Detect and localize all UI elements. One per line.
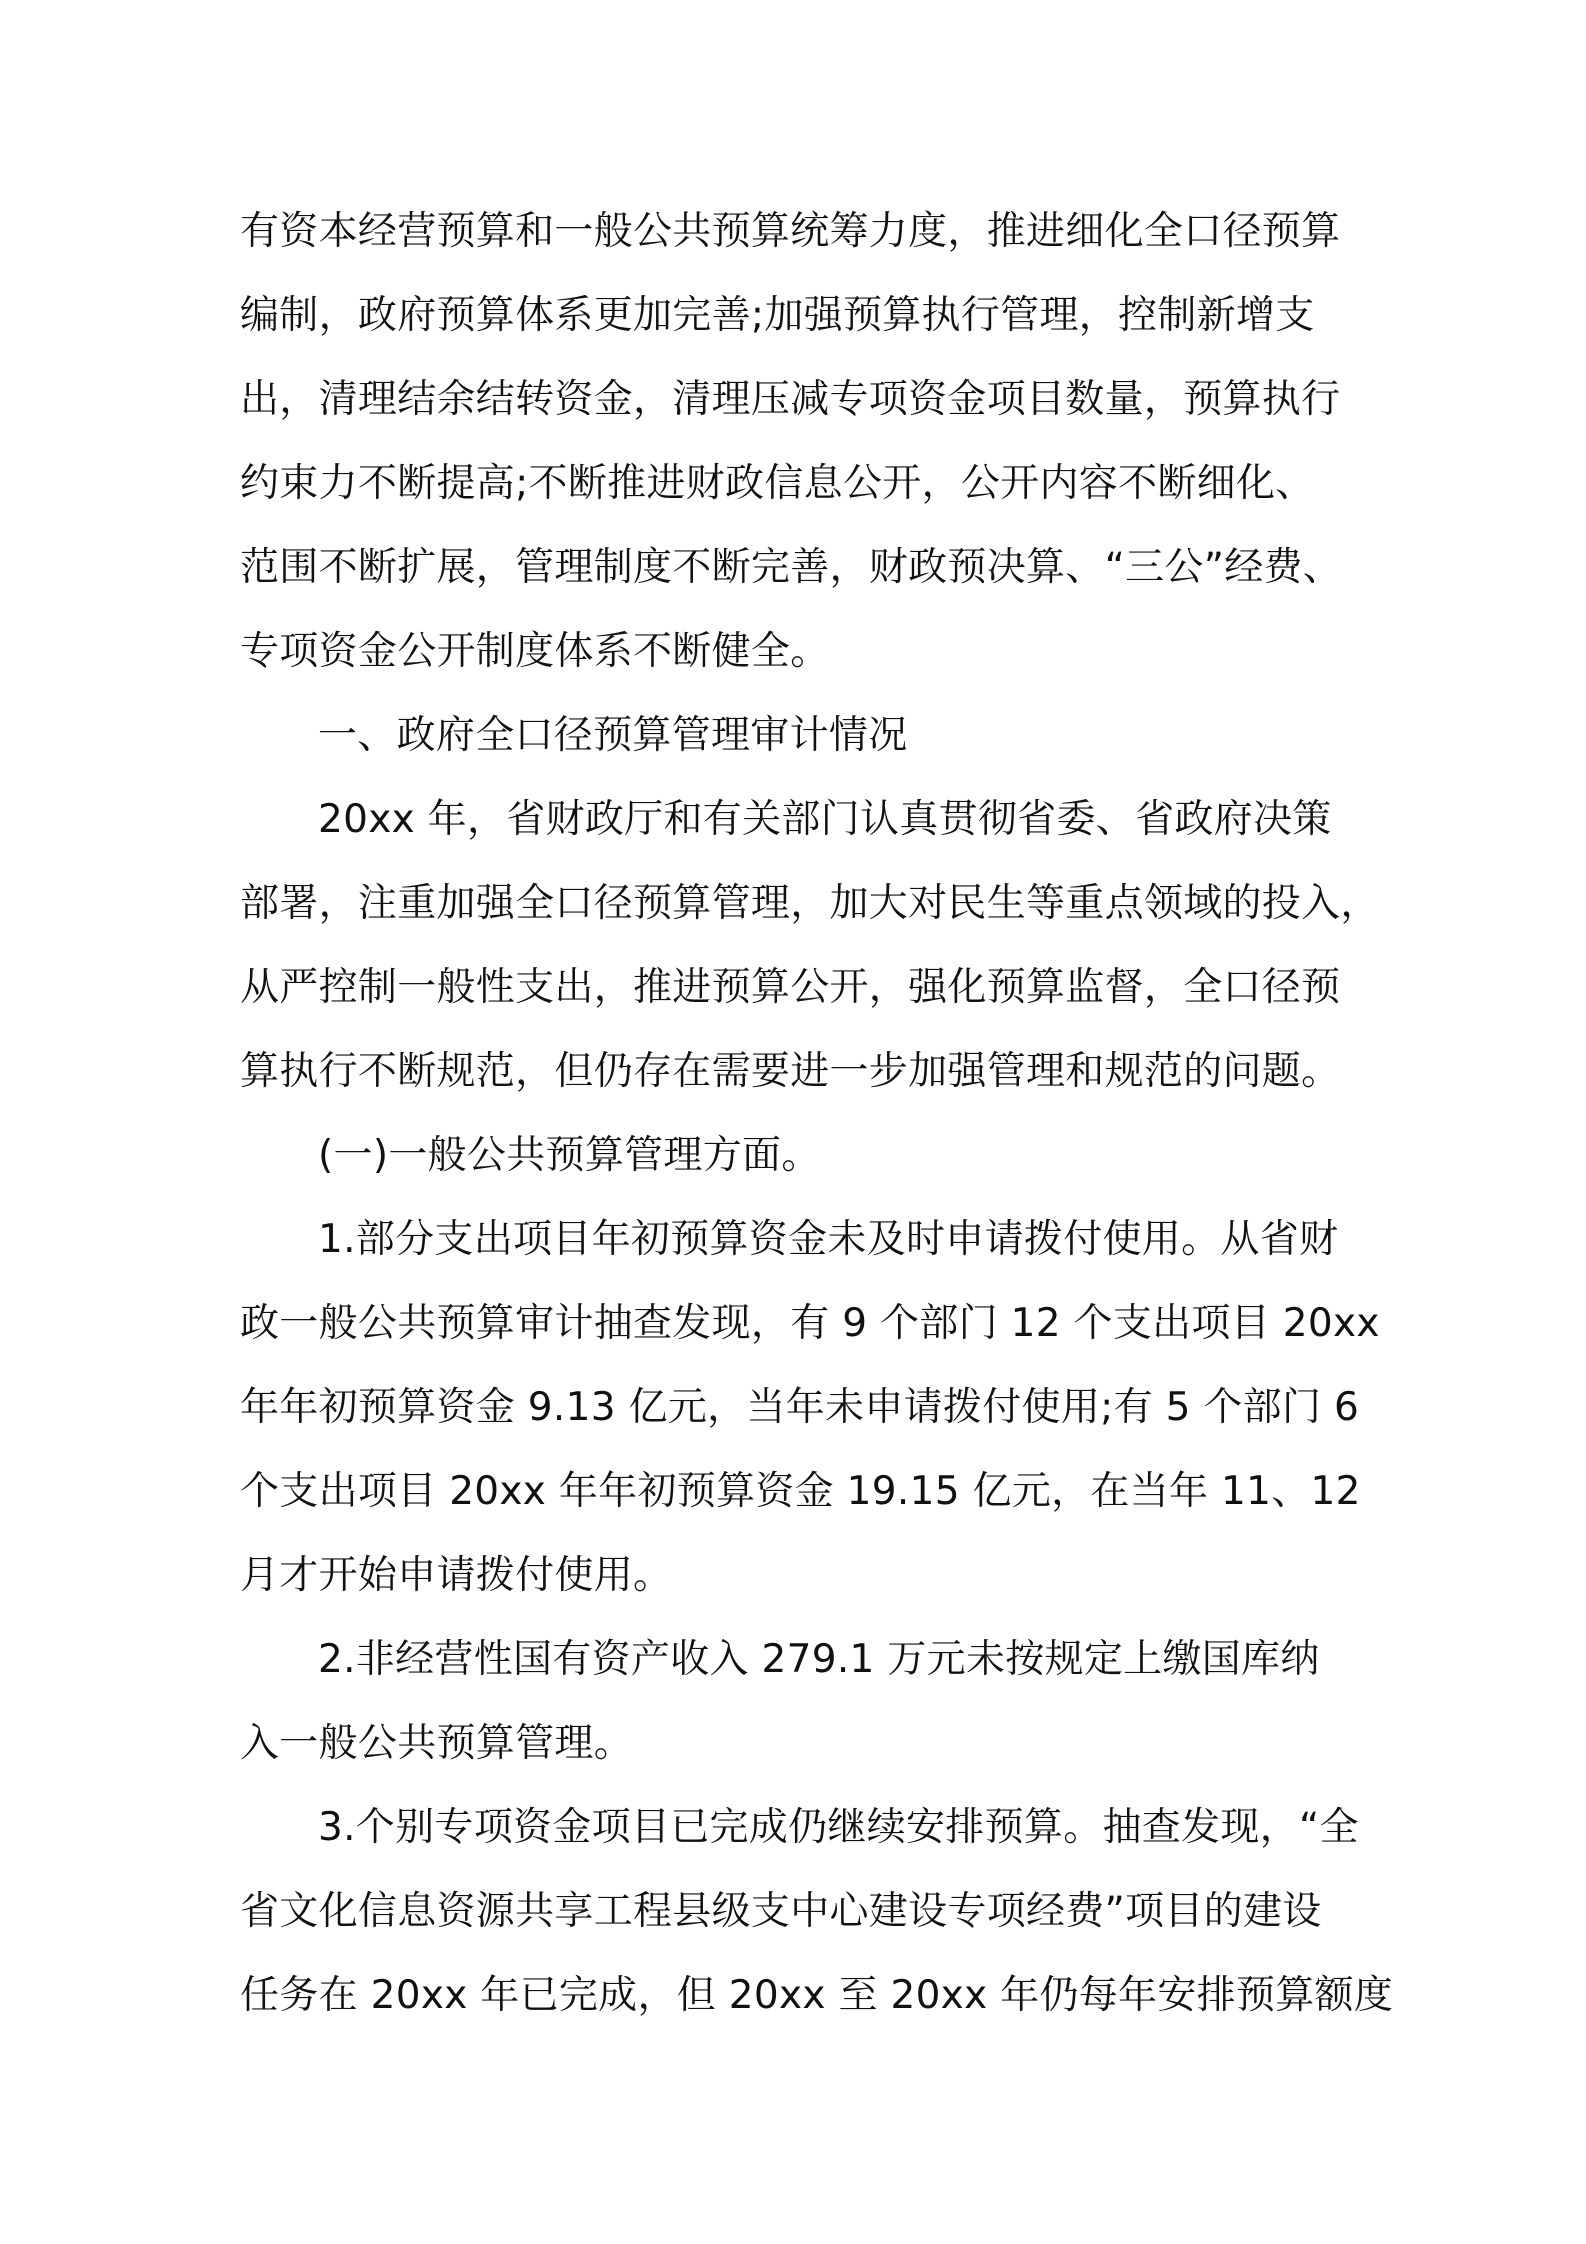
body-text-line: 年年初预算资金 9.13 亿元，当年未申请拨付使用;有 5 个部门 6 <box>240 1385 1360 1430</box>
body-text-line: 政一般公共预算审计抽查发现，有 9 个部门 12 个支出项目 20xx <box>240 1301 1380 1346</box>
body-text-line: 省文化信息资源共享工程县级支中心建设专项经费”项目的建设 <box>240 1889 1322 1934</box>
body-text-line: 专项资金公开制度体系不断健全。 <box>240 629 830 674</box>
body-text-line: 范围不断扩展，管理制度不断完善，财政预决算、“三公”经费、 <box>240 545 1343 590</box>
body-text-line: 个支出项目 20xx 年年初预算资金 19.15 亿元，在当年 11、12 <box>240 1469 1361 1514</box>
paragraph-first-line: 3.个别专项资金项目已完成仍继续安排预算。抽查发现，“全 <box>318 1805 1359 1850</box>
body-text-line: 算执行不断规范，但仍存在需要进一步加强管理和规范的问题。 <box>240 1049 1341 1094</box>
body-text-line: 约束力不断提高;不断推进财政信息公开，公开内容不断细化、 <box>240 461 1315 506</box>
body-text-line: 部署，注重加强全口径预算管理，加大对民生等重点领域的投入， <box>240 881 1380 926</box>
subsection-heading: (一)一般公共预算管理方面。 <box>318 1133 821 1178</box>
body-text-line: 有资本经营预算和一般公共预算统筹力度，推进细化全口径预算 <box>240 209 1341 254</box>
paragraph-first-line: 20xx 年，省财政厅和有关部门认真贯彻省委、省政府决策 <box>318 797 1332 842</box>
body-text-line: 出，清理结余结转资金，清理压减专项资金项目数量，预算执行 <box>240 377 1341 422</box>
paragraph-first-line: 2.非经营性国有资产收入 279.1 万元未按规定上缴国库纳 <box>318 1637 1320 1682</box>
body-text-line: 月才开始申请拨付使用。 <box>240 1553 673 1598</box>
document-body <box>240 190 1394 2038</box>
paragraph-first-line: 1.部分支出项目年初预算资金未及时申请拨付使用。从省财 <box>318 1217 1339 1262</box>
body-text-line: 任务在 20xx 年已完成，但 20xx 至 20xx 年仍每年安排预算额度 <box>240 1973 1394 2018</box>
body-text-line: 从严控制一般性支出，推进预算公开，强化预算监督，全口径预 <box>240 965 1341 1010</box>
section-heading: 一、政府全口径预算管理审计情况 <box>318 713 908 758</box>
body-text-line: 入一般公共预算管理。 <box>240 1721 634 1766</box>
body-text-line: 编制，政府预算体系更加完善;加强预算执行管理，控制新增支 <box>240 293 1315 338</box>
